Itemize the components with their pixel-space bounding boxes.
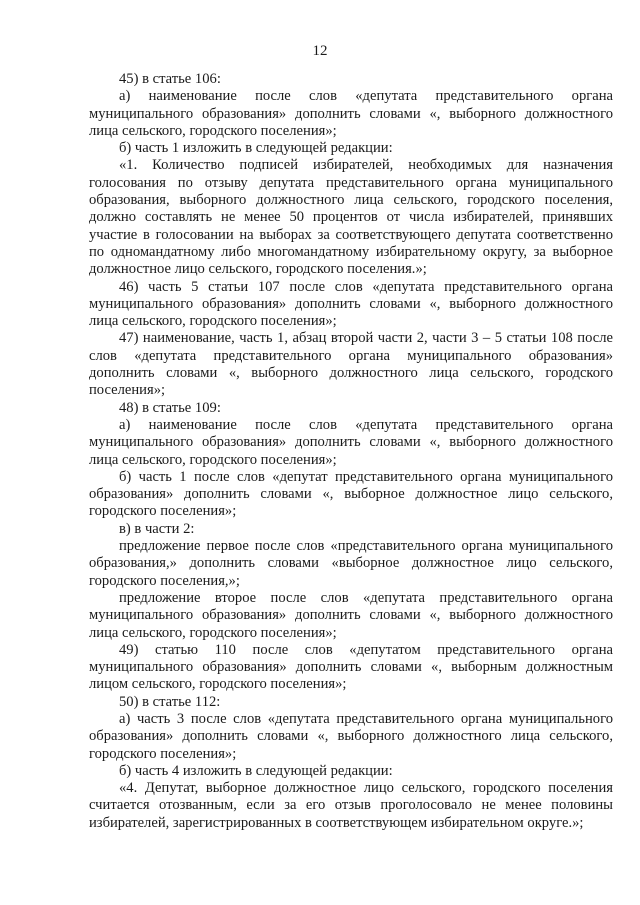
paragraph-item-47: 47) наименование, часть 1, абзац второй части 2, части 3 – 5 статьи 108 после слов «депутата представительного органа муниципального образования» дополнить словами «, выборного должностного лица сельского, городского поселения»; (89, 330, 613, 399)
paragraph-quote-part-1: «1. Количество подписей избирателей, необходимых для назначения голосования по отзыву депутата представительного органа муниципального образования, выборного должностного лица сельского, городского поселения, должно составлять не менее 50 процентов от числа избирателей, принявших участие в голосовании на выборах за соответствующего депутата соответственно по одномандатному либо многомандатному избирательному округу, за выборное должностное лицо сельского, городского поселения.»; (89, 157, 613, 278)
paragraph-item-45a: а) наименование после слов «депутата представительного органа муниципального образования» дополнить словами «, выборного должностного лица сельского, городского поселения»; (89, 88, 613, 139)
paragraph-item-45b: б) часть 1 изложить в следующей редакции: (119, 140, 393, 157)
paragraph-item-45: 45) в статье 106: (119, 71, 221, 87)
document-body (89, 71, 613, 832)
paragraph-sentence-first: предложение первое после слов «представительного органа муниципального образования,» дополнить словами «выборное должностное лицо сельского, городского поселения,»; (89, 538, 613, 589)
paragraph-sentence-second: предложение второе после слов «депутата представительного органа муниципального образования» дополнить словами «, выборного должностного лица сельского, городского поселения»; (89, 589, 613, 641)
page-number: 12 (312, 43, 328, 59)
paragraph-item-46: 46) часть 5 статьи 107 после слов «депутата представительного органа муниципального образования» дополнить словами «, выборного должностного лица сельского, городского поселения»; (89, 278, 613, 330)
paragraph-item-48v: в) в части 2: (119, 520, 195, 537)
paragraph-item-48: 48) в статье 109: (119, 399, 221, 416)
paragraph-item-50: 50) в статье 112: (119, 693, 221, 710)
paragraph-item-50a: а) часть 3 после слов «депутата представительного органа муниципального образования» дополнить словами «, выборного должностного лица сельского, городского поселения»; (89, 710, 613, 762)
paragraph-item-49: 49) статью 110 после слов «депутатом представительного органа муниципального образования» дополнить словами «, выборным должностным лицом сельского, городского поселения»; (89, 641, 613, 693)
paragraph-item-48a: а) наименование после слов «депутата представительного органа муниципального образования» дополнить словами «, выборного должностного лица сельского, городского поселения»; (89, 416, 613, 468)
paragraph-quote-part-4: «4. Депутат, выборное должностное лицо сельского, городского поселения считается отозванным, если за его отзыв проголосовало не менее половины избирателей, зарегистрированных в соответствующем избирательном округе.»; (89, 780, 613, 831)
paragraph-item-48b: б) часть 1 после слов «депутат представительного органа муниципального образования» дополнить словами «, выборное должностное лицо сельского, городского поселения»; (89, 468, 613, 520)
paragraph-item-50b: б) часть 4 изложить в следующей редакции: (119, 762, 393, 779)
